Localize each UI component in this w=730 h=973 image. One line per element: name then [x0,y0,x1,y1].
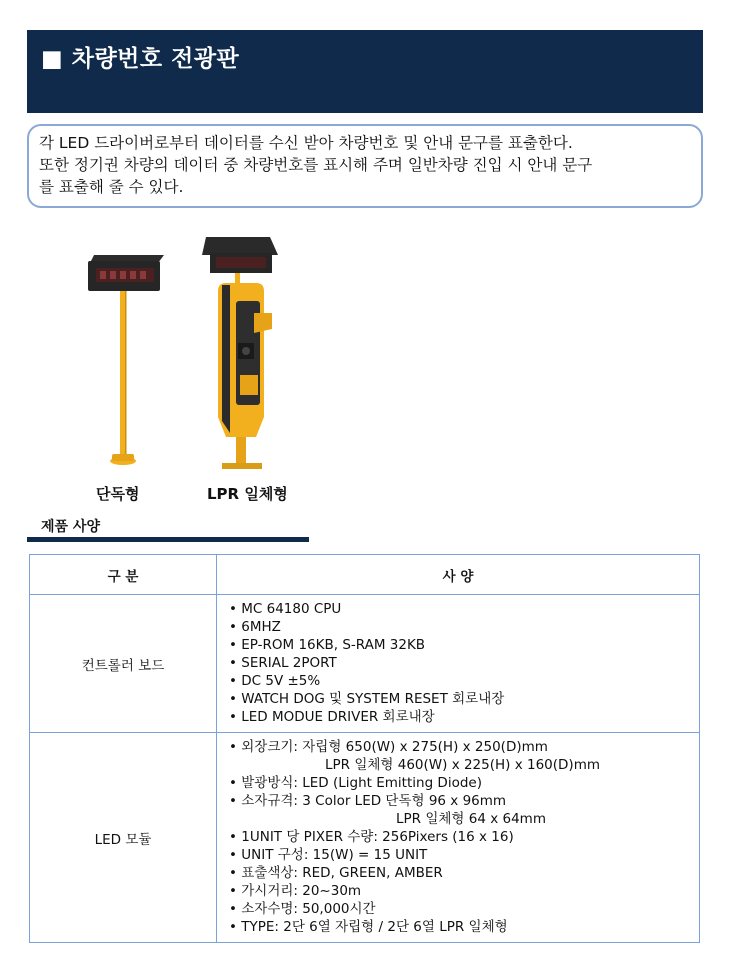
spec-item: LPR 일체형 64 x 64mm [396,811,546,827]
spec-item: • UNIT 구성: 15(W) = 15 UNIT [229,847,428,863]
row-category: LED 모듈 [30,733,217,943]
spec-item: • 소자수명: 50,000시간 [229,901,376,917]
spec-item: • 소자규격: 3 Color LED 단독형 96 x 96mm [229,793,507,809]
header-banner [27,30,703,113]
row-category: 컨트롤러 보드 [30,595,217,733]
description-line: 또한 정기권 차량의 데이터 중 차량번호를 표시해 주며 일반차량 진입 시 안내 문구 [39,156,593,174]
table-header-row [30,555,700,595]
standalone-label: 단독형 [96,485,140,503]
lpr-display-image [202,237,278,469]
row-items [217,595,700,733]
spec-item: • 외장크기: 자립형 650(W) x 275(H) x 250(D)mm [229,739,548,755]
standalone-display-image [88,255,164,465]
description-box [27,124,703,208]
spec-title-underline [27,537,309,542]
spec-item: • DC 5V ±5% [229,673,321,689]
spec-item: • WATCH DOG 및 SYSTEM RESET 회로내장 [229,691,505,707]
header-spec: 사 양 [217,555,700,595]
table-row [30,595,700,733]
spec-item: • 발광방식: LED (Light Emitting Diode) [229,775,482,791]
product-images [60,225,320,495]
table-row [30,733,700,943]
spec-item: • TYPE: 2단 6열 자립형 / 2단 6열 LPR 일체형 [229,919,508,935]
description-line: 각 LED 드라이버로부터 데이터를 수신 받아 차량번호 및 안내 문구를 표출한다. [39,134,573,152]
page-title: ■ 차량번호 전광판 [41,46,240,72]
spec-section-title: 제품 사양 [41,519,100,535]
spec-item: • 1UNIT 당 PIXER 수량: 256Pixers (16 x 16) [229,829,514,845]
description-line: 를 표출해 줄 수 있다. [39,178,184,196]
spec-item: • MC 64180 CPU [229,601,342,617]
header-category: 구 분 [30,555,217,595]
spec-table [29,554,700,943]
spec-item: • 표출색상: RED, GREEN, AMBER [229,865,443,881]
spec-item: • LED MODUE DRIVER 회로내장 [229,709,435,725]
spec-item: • EP-ROM 16KB, S-RAM 32KB [229,637,426,653]
spec-item: • SERIAL 2PORT [229,655,337,671]
spec-item: LPR 일체형 460(W) x 225(H) x 160(D)mm [325,757,600,773]
lpr-label: LPR 일체형 [207,485,288,503]
spec-item: • 가시거리: 20~30m [229,883,362,899]
spec-item: • 6MHZ [229,619,281,635]
row-items [217,733,700,943]
